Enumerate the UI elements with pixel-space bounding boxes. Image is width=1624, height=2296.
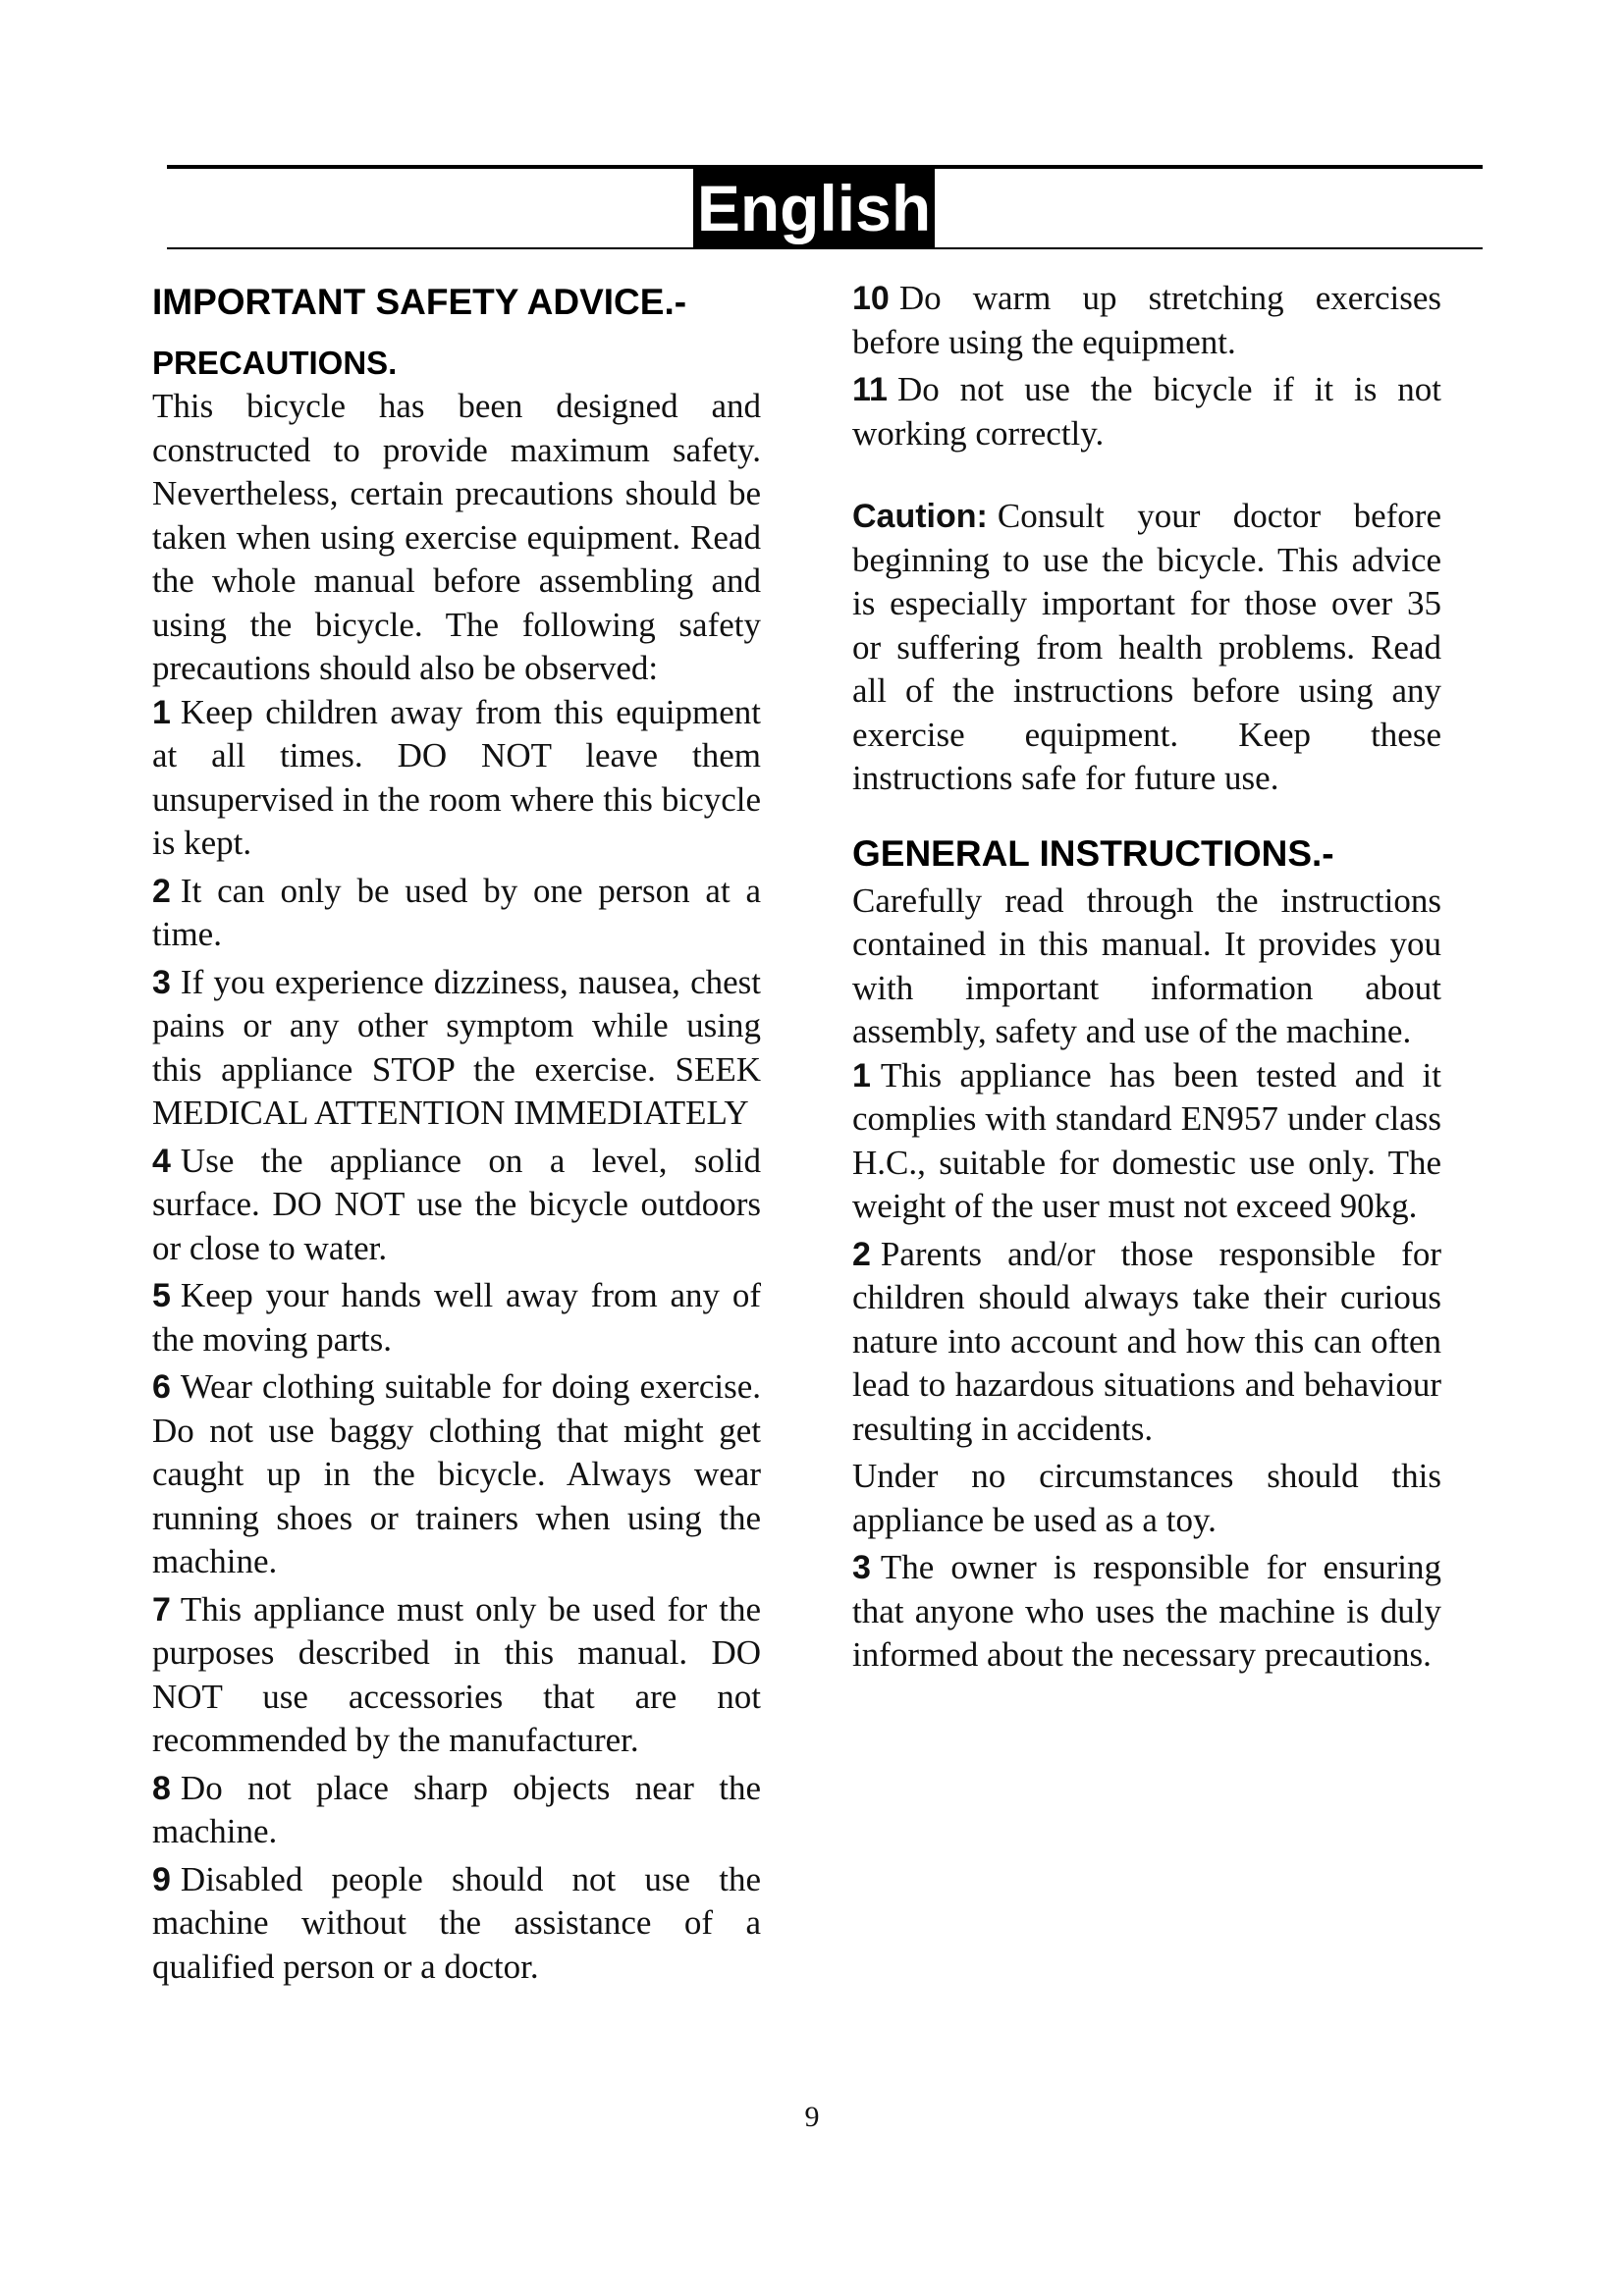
item-number: 3 <box>852 1549 871 1586</box>
item-text: The owner is responsible for ensuring that anyone who uses the machine is duly informed about the necessary precautions. <box>852 1548 1441 1674</box>
item-text: Wear clothing suitable for doing exercise. Do not use baggy clothing that might get caught up in the bicycle. Always wear running shoes or trainers when using the machine. <box>152 1367 761 1580</box>
item-number: 7 <box>152 1590 171 1629</box>
general-item <box>852 1233 1441 1452</box>
precaution-item <box>152 1140 761 1271</box>
item-number: 2 <box>852 1235 871 1273</box>
item-text: If you experience dizziness, nausea, chest pains or any other symptom while using this appliance STOP the exercise. SEEK MEDICAL ATTENTION IMMEDIATELY <box>152 962 761 1132</box>
precaution-item <box>152 1858 761 1990</box>
general-item-note <box>852 1455 1441 1542</box>
precaution-item <box>152 1767 761 1854</box>
item-number: 4 <box>152 1142 171 1180</box>
general-intro: Carefully read through the instructions contained in this manual. It provides you with important information about assembly, safety and use of the machine. <box>852 881 1441 1050</box>
precaution-item <box>852 368 1441 455</box>
precaution-item <box>152 961 761 1136</box>
right-column <box>852 277 1441 1682</box>
item-text: Disabled people should not use the machine without the assistance of a qualified person or a doctor. <box>152 1859 761 1986</box>
caution-paragraph <box>852 495 1441 801</box>
precaution-item <box>152 1365 761 1584</box>
item-text: This appliance must only be used for the purposes described in this manual. DO NOT use accessories that are not recommended by the manufacturer. <box>152 1589 761 1759</box>
item-text: Keep your hands well away from any of the moving parts. <box>152 1276 761 1359</box>
precaution-item <box>152 691 761 866</box>
precaution-item <box>152 1274 761 1362</box>
item-text: Do not place sharp objects near the machine. <box>152 1768 761 1850</box>
item-number: 1 <box>152 693 171 731</box>
precautions-intro: This bicycle has been designed and constructed to provide maximum safety. Nevertheless, certain precautions should be taken when using exercise equipment. Read the whole manual before assembling and using the bicycle. The following safety precautions should also be observed: <box>152 387 761 687</box>
language-badge: English <box>693 167 935 249</box>
left-column <box>152 277 761 1993</box>
item-number: 10 <box>852 280 890 317</box>
caution-text: Consult your doctor before beginning to use the bicycle. This advice is especially important for those over 35 or suffering from health problems. Read all of the instructions before using any exercise equipment. Keep these instructions safe for future use. <box>852 497 1441 797</box>
safety-advice-heading: IMPORTANT SAFETY ADVICE.- <box>152 282 687 322</box>
precaution-item <box>152 1588 761 1763</box>
precautions-heading: PRECAUTIONS. <box>152 345 398 381</box>
item-text: Under no circumstances should this appliance be used as a toy. <box>852 1457 1441 1539</box>
item-text: This appliance has been tested and it complies with standard EN957 under class H.C., suitable for domestic use only. The weight of the user must not exceed 90kg. <box>852 1055 1441 1225</box>
item-text: Keep children away from this equipment at all times. DO NOT leave them unsupervised in the room where this bicycle is kept. <box>152 692 761 862</box>
item-number: 6 <box>152 1368 171 1406</box>
item-text: Parents and/or those responsible for children should always take their curious nature into account and how this can often lead to hazardous situations and behaviour resulting in accidents. <box>852 1234 1441 1448</box>
precaution-item <box>152 870 761 957</box>
page-number: 9 <box>804 2101 820 2133</box>
item-number: 2 <box>152 872 171 910</box>
item-number: 8 <box>152 1769 171 1807</box>
item-text: Do warm up stretching exercises before using the equipment. <box>852 279 1441 361</box>
item-number: 3 <box>152 963 171 1001</box>
item-number: 9 <box>152 1860 171 1898</box>
header-rule-bottom <box>167 247 1483 249</box>
caution-label: Caution: <box>852 498 988 535</box>
item-text: It can only be used by one person at a time. <box>152 871 761 953</box>
item-number: 11 <box>852 371 888 408</box>
general-item <box>852 1054 1441 1229</box>
precaution-item <box>852 277 1441 364</box>
item-number: 1 <box>852 1056 871 1095</box>
general-item <box>852 1546 1441 1678</box>
item-text: Use the appliance on a level, solid surface. DO NOT use the bicycle outdoors or close to water. <box>152 1141 761 1267</box>
item-number: 5 <box>152 1277 171 1314</box>
general-instructions-heading: GENERAL INSTRUCTIONS.- <box>852 832 1334 874</box>
item-text: Do not use the bicycle if it is not working correctly. <box>852 370 1441 453</box>
